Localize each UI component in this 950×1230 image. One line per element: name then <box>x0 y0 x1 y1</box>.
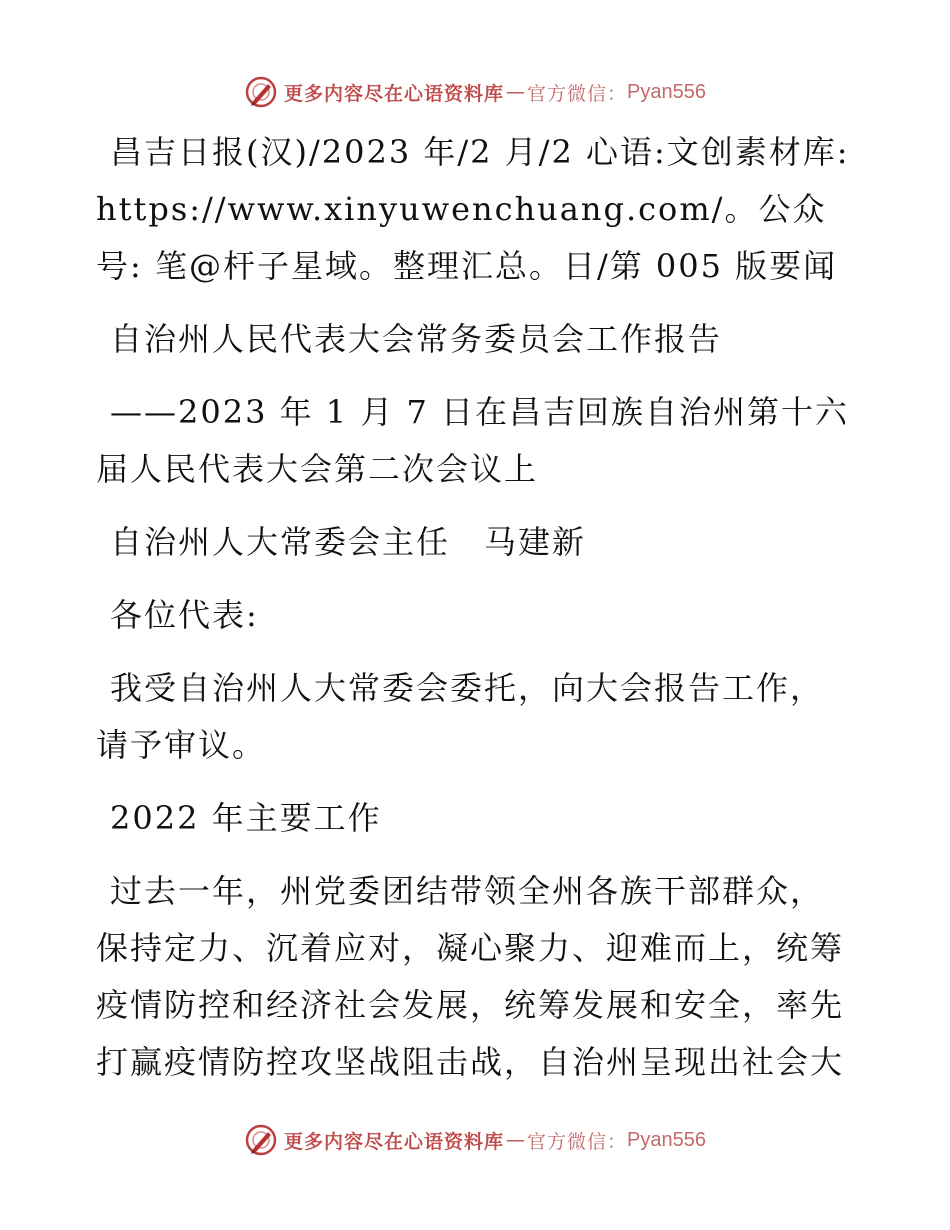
salutation: 各位代表: <box>110 596 259 634</box>
pen-logo-icon <box>244 75 278 109</box>
wechat-label: 官方微信： <box>527 82 628 105</box>
body-paragraph-intro: 我受自治州人大常委会委托，向大会报告工作，请予审议。 <box>96 669 825 764</box>
wechat-account: Pyan556 <box>627 80 706 103</box>
wechat-account: Pyan556 <box>627 1128 706 1151</box>
section-heading: 2022 年主要工作 <box>110 799 382 837</box>
wechat-label: 官方微信： <box>527 1130 628 1153</box>
separator-dash: — <box>506 81 526 103</box>
separator-dash: — <box>506 1129 526 1151</box>
body-paragraph-review: 过去一年，州党委团结带领全州各族干部群众，保持定力、沉着应对，凝心聚力、迎难而上，统筹疫情防控和经济社会发展，统筹发展和安全，率先打赢疫情防控攻坚战阻击战，自治州呈现出社会大 <box>96 872 845 1081</box>
report-title: 自治州人民代表大会常务委员会工作报告 <box>110 320 723 358</box>
header-watermark-banner <box>0 72 950 112</box>
document-body <box>96 124 862 1091</box>
pen-logo-icon <box>244 1123 278 1157</box>
report-subtitle: ——2023 年 1 月 7 日在昌吉回族自治州第十六届人民代表大会第二次会议上 <box>96 393 850 488</box>
source-citation: 昌吉日报(汉)/2023 年/2 月/2 心语:文创素材库: https://www.xinyuwenchuang.com/。公众号: 笔@杆子星域。整理汇总。日/第 005 版要闻 <box>96 133 862 285</box>
promo-text: 更多内容尽在心语资料库 <box>284 82 505 105</box>
footer-watermark-banner <box>0 1120 950 1160</box>
report-author: 自治州人大常委会主任 马建新 <box>110 523 587 561</box>
promo-text: 更多内容尽在心语资料库 <box>284 1130 505 1153</box>
